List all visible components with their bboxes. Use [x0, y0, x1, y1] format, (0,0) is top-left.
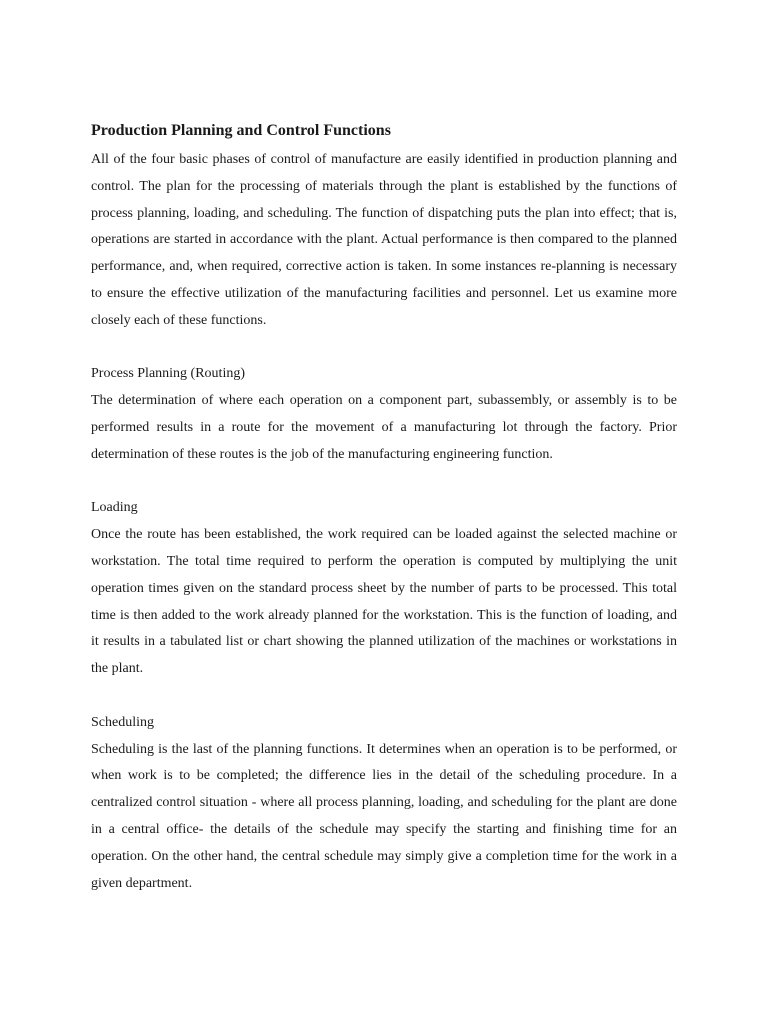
section-heading-scheduling: Scheduling	[91, 714, 154, 730]
paragraph-spacer	[91, 683, 677, 710]
section-body-loading: Once the route has been established, the work required can be loaded against the selected machine or workstation. The total time required to perform the operation is computed by multiplying the unit operation times given on the standard process sheet by the number of parts to be processed. This total time is then added to the work already planned for the workstation. This is the function of loading, and it results in a tabulated list or chart showing the planned utilization of the machines or workstations in the plant.	[91, 527, 677, 677]
intro-paragraph: All of the four basic phases of control of manufacture are easily identified in production planning and control. The plan for the processing of materials through the plant is established by the functions of process planning, loading, and scheduling. The function of dispatching puts the plan into effect; that is, operations are started in accordance with the plant. Actual performance is then compared to the planned performance, and, when required, corrective action is taken. In some instances re-planning is necessary to ensure the effective utilization of the manufacturing facilities and personnel. Let us examine more closely each of these functions.	[91, 152, 677, 328]
document-body	[91, 120, 677, 897]
section-body-scheduling: Scheduling is the last of the planning functions. It determines when an operation is to be performed, or when work is to be completed; the difference lies in the detail of the scheduling procedure. In a centralized control situation - where all process planning, loading, and scheduling for the plant are done in a central office- the details of the schedule may specify the starting and finishing time for an operation. On the other hand, the central schedule may simply give a completion time for the work in a given department.	[91, 741, 677, 891]
paragraph-spacer	[91, 335, 677, 362]
document-title: Production Planning and Control Functions	[91, 122, 391, 139]
paragraph-spacer	[91, 469, 677, 496]
section-heading-process-planning: Process Planning (Routing)	[91, 366, 245, 382]
section-heading-loading: Loading	[91, 500, 138, 516]
section-body-process-planning: The determination of where each operation on a component part, subassembly, or assembly is to be performed results in a route for the movement of a manufacturing lot through the factory. Prior determination of these routes is the job of the manufacturing engineering function.	[91, 393, 677, 462]
